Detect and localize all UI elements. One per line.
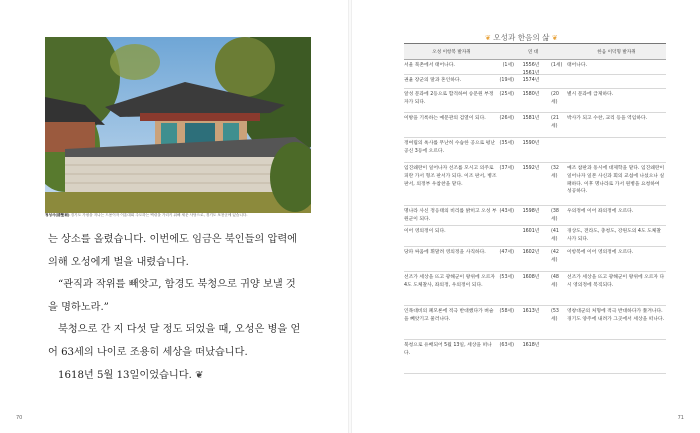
table-row bbox=[404, 272, 666, 306]
paragraph: 을 명하노라.” bbox=[48, 301, 109, 313]
body-text bbox=[48, 229, 316, 387]
year-cell bbox=[517, 274, 545, 282]
table-title bbox=[485, 32, 558, 43]
table-row bbox=[404, 60, 666, 75]
haneum-age: (1세) bbox=[551, 63, 563, 68]
year-value: 1602년 bbox=[522, 250, 540, 255]
haneum-event: 태어나다. bbox=[567, 63, 588, 68]
paragraph: 의해 오성에게 벌을 내렸습니다. bbox=[48, 256, 189, 268]
year-cell bbox=[517, 115, 545, 123]
oseong-age: (58세) bbox=[499, 309, 514, 314]
oseong-age: (47세) bbox=[499, 250, 514, 255]
paragraph bbox=[48, 365, 316, 388]
table-row bbox=[404, 306, 666, 340]
year-value: 1590년 bbox=[522, 141, 540, 146]
year-value: 1613년 bbox=[522, 309, 540, 314]
year-value: 1598년 bbox=[522, 209, 540, 214]
table-row bbox=[404, 226, 666, 247]
oseong-event: 임진왜란이 일어나자 선조를 모시고 의주로 피란 가서 형조 판서가 되다. 이조 판서, 병조 판서, 의정부 우참찬을 맡다. bbox=[404, 166, 497, 187]
oseong-age: (35세) bbox=[499, 141, 514, 146]
year-value: 1608년 bbox=[522, 275, 540, 280]
leaf-icon: ❦ bbox=[485, 34, 491, 42]
oseong-age: (26세) bbox=[499, 116, 514, 121]
haneum-event: 박사가 되고 수찬, 교리 등을 역임하다. bbox=[567, 116, 648, 121]
haneum-age: (42세) bbox=[551, 250, 559, 263]
photo-caption bbox=[45, 213, 315, 218]
table-row bbox=[404, 89, 666, 113]
oseong-event: 권율 장군의 딸과 혼인하다. bbox=[404, 78, 462, 83]
table-body bbox=[404, 60, 666, 374]
oseong-age: (25세) bbox=[499, 92, 514, 97]
haneum-age: (32세) bbox=[551, 166, 559, 179]
table-row bbox=[404, 206, 666, 226]
header-haneum: 한음 이덕형 발자취 bbox=[597, 49, 636, 55]
oseong-age: (37세) bbox=[499, 166, 514, 171]
year-value: 1574년 bbox=[522, 78, 540, 83]
haneum-age: (21세) bbox=[551, 116, 559, 129]
oseong-event: 정여립의 옥사를 무난히 수습한 공으로 평난공신 3등에 오르다. bbox=[404, 141, 496, 154]
haneum-event: 영창대군의 처형에 적극 반대하다가 쫓겨나다. 경기도 양주에 내려가 그곳에서 세상을 떠나다. bbox=[567, 309, 665, 322]
book-gutter bbox=[348, 0, 352, 433]
caption-title: 청성사(淸聖祠) bbox=[45, 213, 70, 217]
year-value: 1592년 bbox=[522, 166, 540, 171]
oseong-event: 이어 영의정이 되다. bbox=[404, 229, 446, 234]
oseong-age: (43세) bbox=[499, 209, 514, 214]
haneum-event: 경상도, 전라도, 충청도, 강원도의 4도 도체찰사가 되다. bbox=[567, 229, 662, 242]
haneum-event: 예조 참판과 동시에 대제학을 맡다. 임진왜란이 일어나자 일본 사신과 회의 교섭에 나섰으나 실패하다. 이후 명나라로 가서 원병을 요청하여 성공하다. bbox=[567, 166, 665, 195]
table-row bbox=[404, 247, 666, 272]
table-row bbox=[404, 138, 666, 163]
haneum-event: 이항복에 이어 영의정에 오르다. bbox=[567, 250, 634, 255]
haneum-event: 선조가 세상을 뜨고 광해군이 왕위에 오르자 다시 영의정에 복직되다. bbox=[567, 275, 665, 288]
flower-icon: ❦ bbox=[195, 369, 204, 381]
oseong-age: (53세) bbox=[499, 275, 514, 280]
page-number-left: 70 bbox=[16, 415, 23, 421]
year-value: 1601년 bbox=[522, 229, 540, 234]
year-cell bbox=[517, 91, 545, 99]
header-oseong: 오성 이항복 발자취 bbox=[432, 49, 471, 55]
oseong-event: 북청으로 유배되어 5월 13일, 세상을 떠나다. bbox=[404, 343, 492, 356]
timeline-table bbox=[404, 43, 666, 374]
oseong-event: 인목대비의 폐모론에 적극 반대했다가 벼슬을 빼앗기고 물러나다. bbox=[404, 309, 494, 322]
oseong-age: (1세) bbox=[502, 63, 514, 68]
paragraph: 는 상소를 올렸습니다. 이번에도 임금은 북인들의 압력에 bbox=[48, 234, 298, 245]
header-year: 연 대 bbox=[527, 49, 539, 55]
year-cell bbox=[517, 249, 545, 257]
table-title-text: 오성과 한음의 삶 bbox=[493, 33, 550, 42]
page-number-right: 71 bbox=[677, 415, 684, 421]
table-row bbox=[404, 75, 666, 89]
haneum-age: (38세) bbox=[551, 209, 559, 222]
haneum-event: 우의정에 이어 좌의정에 오르다. bbox=[567, 209, 634, 214]
year-value: 1561년 bbox=[522, 70, 540, 76]
haneum-age: (48세) bbox=[551, 275, 559, 288]
shrine-photo bbox=[45, 37, 311, 213]
year-cell bbox=[517, 77, 545, 85]
oseong-event: 알성 문과에 2등으로 합격하여 승문원 부정자가 되다. bbox=[404, 92, 494, 105]
year-value: 1556년 bbox=[522, 63, 540, 68]
paragraph: 북청으로 간 지 다섯 달 정도 되었을 때, 오성은 병을 얻 bbox=[58, 324, 301, 336]
haneum-age: (53세) bbox=[551, 309, 559, 322]
caption-text: 경기도 가평을 지나는 드용이자 이흥대회 주도하는 백령을 가리키 위해 세운 사당으로, 경기도 포천군에 있습니다. bbox=[70, 213, 248, 217]
year-value: 1618년 bbox=[522, 343, 540, 348]
haneum-age: (20세) bbox=[551, 92, 559, 105]
oseong-event: 선조가 세상을 뜨고 광해군이 왕위에 오르자 4도 도체찰사, 좌의정, 우의정이 되다. bbox=[404, 275, 496, 288]
paragraph: “관직과 작위를 빼앗고, 함경도 북청으로 귀양 보낼 것 bbox=[58, 279, 296, 291]
year-cell bbox=[517, 140, 545, 148]
haneum-event: 별시 문과에 급제하다. bbox=[567, 92, 614, 97]
year-cell bbox=[517, 208, 545, 216]
year-cell bbox=[517, 342, 545, 350]
paragraph: 어 63세의 나이로 조용히 세상을 떠났습니다. bbox=[48, 346, 248, 358]
oseong-age: (63세) bbox=[499, 343, 514, 348]
haneum-age: (41세) bbox=[551, 229, 559, 242]
table-row bbox=[404, 163, 666, 206]
oseong-age: (19세) bbox=[499, 78, 514, 83]
table-row bbox=[404, 113, 666, 138]
oseong-event: 서울 북촌에서 태어나다. bbox=[404, 63, 455, 68]
closing-sentence: 1618년 5월 13일이었습니다. bbox=[58, 369, 192, 381]
year-cell bbox=[517, 228, 545, 236]
shrine-illustration bbox=[45, 37, 311, 213]
year-cell bbox=[517, 165, 545, 173]
oseong-event: 당파 싸움에 휘말려 영의정을 사직하다. bbox=[404, 250, 486, 255]
year-value: 1581년 bbox=[522, 116, 540, 121]
table-row bbox=[404, 340, 666, 374]
leaf-icon: ❦ bbox=[551, 34, 558, 42]
oseong-event: 이방을 기록하는 예문관의 검열이 되다. bbox=[404, 116, 486, 121]
table-header bbox=[404, 43, 666, 60]
oseong-event: 명나라 사신 정응태의 비리를 밝히고 오성 부원군이 되다. bbox=[404, 209, 497, 222]
year-cell bbox=[517, 308, 545, 316]
year-value: 1580년 bbox=[522, 92, 540, 97]
